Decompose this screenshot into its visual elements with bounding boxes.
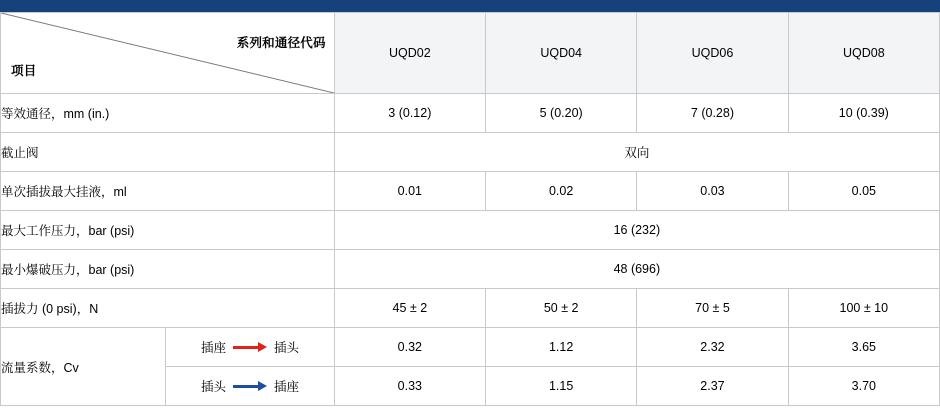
arrow-right-red-icon (233, 342, 267, 352)
model-header-uqd04: UQD04 (486, 13, 637, 94)
cell-cv-socket-to-plug-uqd04: 1.12 (486, 328, 637, 367)
sublabel-socket-to-plug (166, 328, 334, 367)
cell-min-burst-pressure-all: 48 (696) (334, 250, 939, 289)
sublabel-plug-to-socket (166, 367, 334, 406)
row-label-min-burst-pressure: 最小爆破压力，bar (psi) (1, 250, 335, 289)
cell-equivalent-bore-uqd02: 3 (0.12) (334, 94, 485, 133)
table-row (1, 172, 940, 211)
arrow-right-blue-icon (233, 381, 267, 391)
cell-equivalent-bore-uqd06: 7 (0.28) (637, 94, 788, 133)
flow-direction-plug-to-socket (201, 377, 299, 395)
cell-equivalent-bore-uqd04: 5 (0.20) (486, 94, 637, 133)
cell-max-spillage-uqd04: 0.02 (486, 172, 637, 211)
flow-from-label-2: 插头 (201, 380, 227, 394)
top-accent-bar (0, 0, 940, 12)
diagonal-divider-icon (1, 13, 334, 93)
model-header-uqd02: UQD02 (334, 13, 485, 94)
model-header-uqd08: UQD08 (788, 13, 939, 94)
table-header-row (1, 13, 940, 94)
cell-connect-force-uqd02: 45 ± 2 (334, 289, 485, 328)
cell-cv-plug-to-socket-uqd04: 1.15 (486, 367, 637, 406)
cell-cv-socket-to-plug-uqd02: 0.32 (334, 328, 485, 367)
corner-series-label: 系列和通径代码 (236, 36, 326, 50)
corner-item-label: 项目 (11, 64, 37, 78)
cell-connect-force-uqd04: 50 ± 2 (486, 289, 637, 328)
flow-to-label-2: 插座 (274, 380, 300, 394)
model-header-uqd06: UQD06 (637, 13, 788, 94)
table-row (1, 289, 940, 328)
cell-cv-plug-to-socket-uqd06: 2.37 (637, 367, 788, 406)
cell-connect-force-uqd06: 70 ± 5 (637, 289, 788, 328)
row-label-connect-force: 插拔力 (0 psi)，N (1, 289, 335, 328)
specification-table (0, 12, 940, 406)
cell-max-working-pressure-all: 16 (232) (334, 211, 939, 250)
corner-header-cell (1, 13, 335, 94)
table-row (1, 211, 940, 250)
row-label-max-working-pressure: 最大工作压力，bar (psi) (1, 211, 335, 250)
cell-max-spillage-uqd06: 0.03 (637, 172, 788, 211)
cell-cv-socket-to-plug-uqd06: 2.32 (637, 328, 788, 367)
row-label-shutoff-valve: 截止阀 (1, 133, 335, 172)
flow-to-label-1: 插头 (274, 341, 300, 355)
cell-equivalent-bore-uqd08: 10 (0.39) (788, 94, 939, 133)
table-row (1, 328, 940, 367)
flow-from-label-1: 插座 (201, 341, 227, 355)
row-label-max-spillage: 单次插拔最大挂液，ml (1, 172, 335, 211)
cell-cv-plug-to-socket-uqd02: 0.33 (334, 367, 485, 406)
flow-direction-socket-to-plug (201, 338, 299, 356)
cell-cv-plug-to-socket-uqd08: 3.70 (788, 367, 939, 406)
table-row (1, 94, 940, 133)
table-row (1, 250, 940, 289)
table-row (1, 133, 940, 172)
row-label-equivalent-bore: 等效通径，mm (in.) (1, 94, 335, 133)
cell-shutoff-valve-all: 双向 (334, 133, 939, 172)
cell-max-spillage-uqd08: 0.05 (788, 172, 939, 211)
cell-cv-socket-to-plug-uqd08: 3.65 (788, 328, 939, 367)
cell-max-spillage-uqd02: 0.01 (334, 172, 485, 211)
cell-connect-force-uqd08: 100 ± 10 (788, 289, 939, 328)
row-label-flow-coefficient: 流量系数，Cv (1, 328, 166, 406)
